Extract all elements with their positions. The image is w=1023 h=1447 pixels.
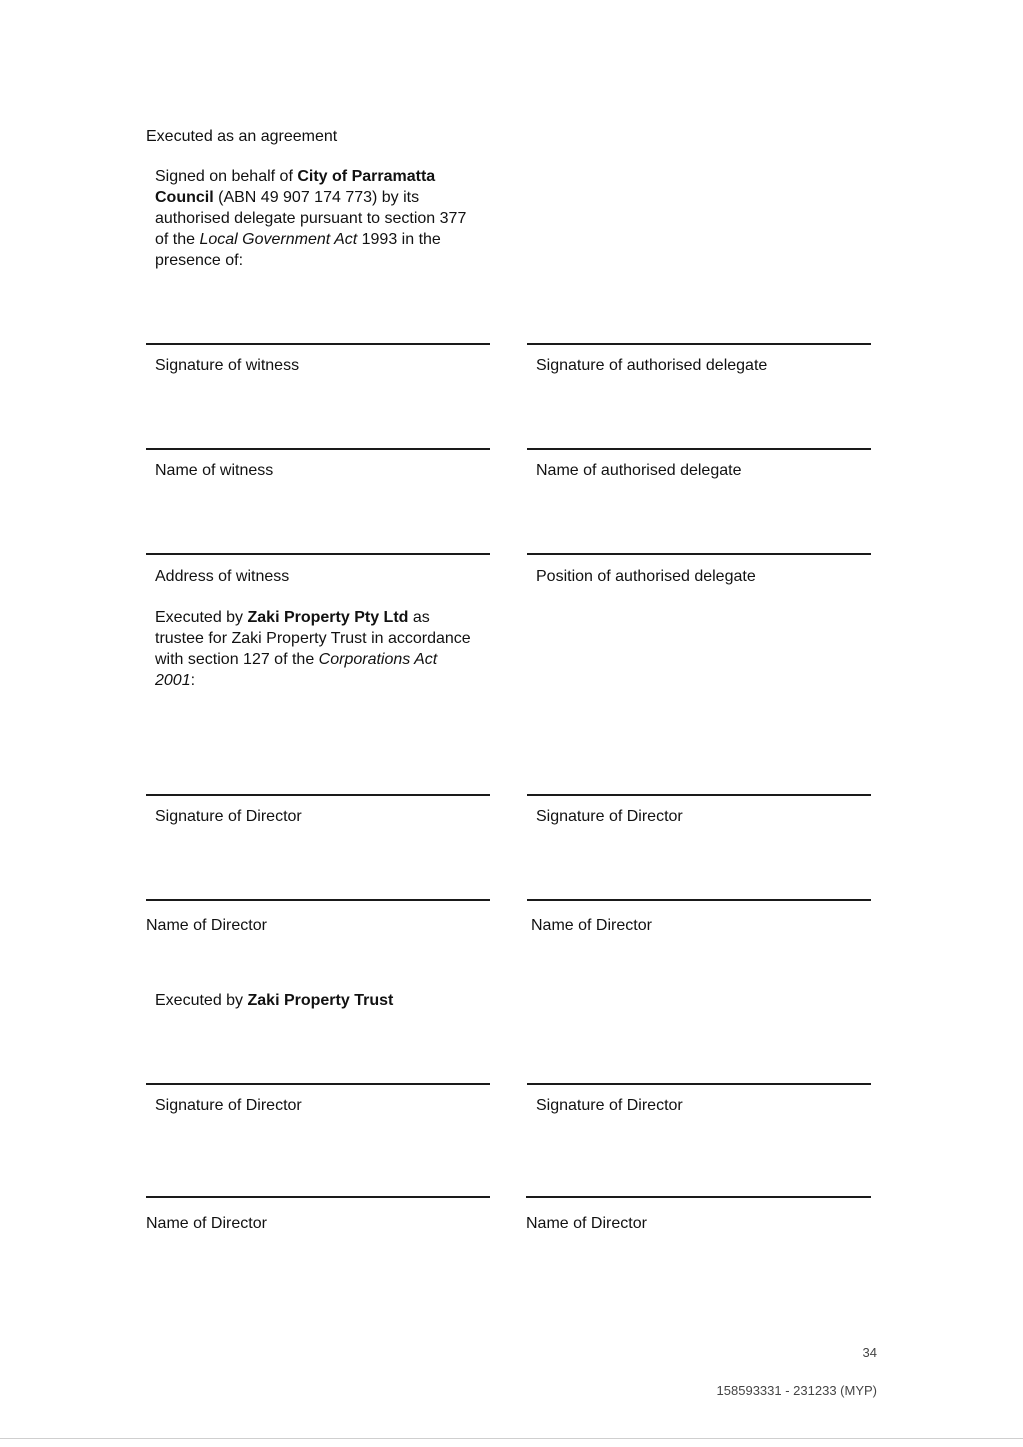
company-clause-text-2: as trustee for Zaki Property Trust in accordance with section 127 of the [155,609,471,668]
company-clause-text-3: : [190,672,196,689]
trust-clause-text-1: Executed by [155,992,248,1009]
company-name: Zaki Property Pty Ltd [247,609,409,626]
signature-line-witness[interactable] [146,343,490,345]
council-clause-text-3: 1993 in the presence of: [155,231,441,269]
trust-name-line-director-left[interactable] [146,1196,490,1198]
trust-label-name-director-left: Name of Director [146,1215,267,1232]
name-line-delegate[interactable] [527,448,871,450]
trust-name-line-director-right[interactable] [526,1196,871,1198]
label-name-director-right: Name of Director [531,917,652,934]
page-bottom-edge [0,1438,1023,1439]
label-signature-delegate: Signature of authorised delegate [536,357,768,374]
address-line-witness[interactable] [146,553,490,555]
label-address-witness: Address of witness [155,568,290,585]
document-heading: Executed as an agreement [146,128,338,145]
council-clause-text-2: (ABN 49 907 174 773) by its authorised delegate pursuant to section 377 of the [155,189,467,248]
signature-line-director-right[interactable] [527,794,871,796]
company-execution-clause [155,607,475,691]
label-name-delegate: Name of authorised delegate [536,462,742,479]
label-signature-witness: Signature of witness [155,357,300,374]
label-position-delegate: Position of authorised delegate [536,568,756,585]
label-name-director-left: Name of Director [146,917,267,934]
signature-line-delegate[interactable] [527,343,871,345]
company-act-name: Corporations Act 2001 [155,651,438,689]
council-clause-text-1: Signed on behalf of [155,168,298,185]
council-name: City of Parramatta Council [155,168,436,206]
company-clause-text-1: Executed by [155,609,248,626]
signature-line-director-left[interactable] [146,794,490,796]
trust-label-signature-director-left: Signature of Director [155,1097,302,1114]
name-line-witness[interactable] [146,448,490,450]
council-execution-clause [155,166,475,271]
position-line-delegate[interactable] [527,553,871,555]
trust-name: Zaki Property Trust [247,992,394,1009]
page-number: 34 [862,1345,877,1360]
trust-label-name-director-right: Name of Director [526,1215,647,1232]
trust-signature-line-director-left[interactable] [146,1083,490,1085]
council-act-name: Local Government Act [199,231,358,248]
name-line-director-right[interactable] [527,899,871,901]
name-line-director-left[interactable] [146,899,490,901]
document-reference: 158593331 - 231233 (MYP) [716,1383,877,1398]
trust-label-signature-director-right: Signature of Director [536,1097,683,1114]
label-name-witness: Name of witness [155,462,274,479]
trust-execution-clause [155,990,393,1011]
label-signature-director-left: Signature of Director [155,808,302,825]
trust-signature-line-director-right[interactable] [527,1083,871,1085]
label-signature-director-right: Signature of Director [536,808,683,825]
